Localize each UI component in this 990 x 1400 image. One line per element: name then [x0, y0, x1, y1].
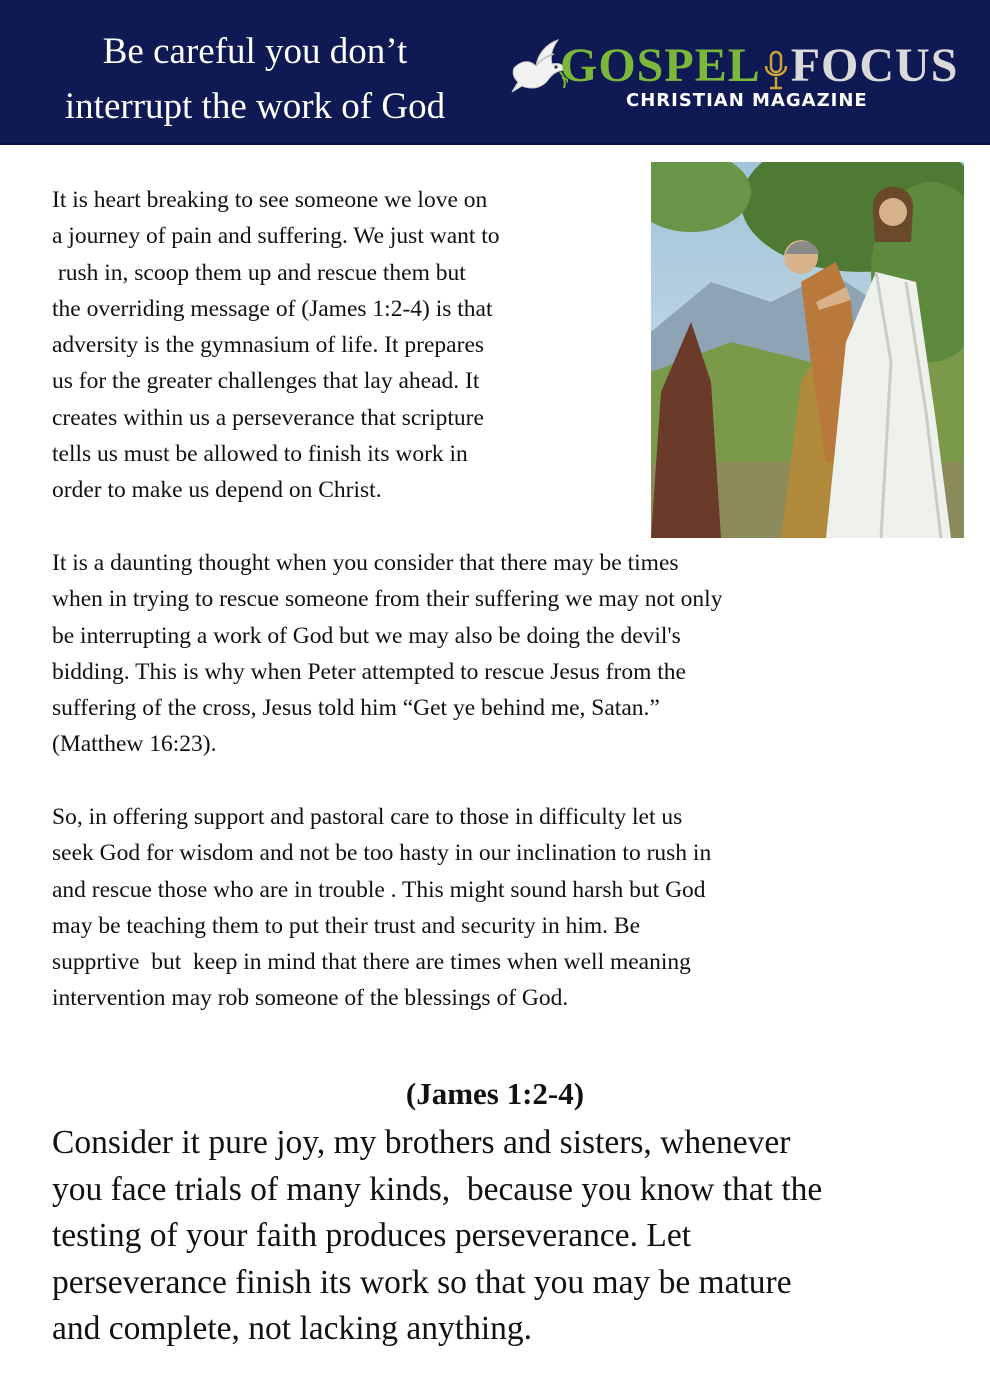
- logo-word-gospel: GOSPEL: [560, 39, 761, 92]
- article-paragraph-3: [52, 799, 952, 1017]
- dove-icon: [508, 30, 568, 100]
- paragraph-line: tells us must be allowed to finish its work in: [52, 441, 468, 468]
- title-line-2: interrupt the work of God: [64, 86, 446, 127]
- scripture-line: and complete, not lacking anything.: [52, 1310, 533, 1348]
- logo-subtitle: CHRISTIAN MAGAZINE: [626, 90, 868, 111]
- paragraph-line: us for the greater challenges that lay ahead. It: [52, 368, 480, 395]
- scripture-line: you face trials of many kinds, because you know that the: [52, 1170, 823, 1208]
- jesus-and-disciples-illustration: [651, 162, 964, 538]
- paragraph-line: So, in offering support and pastoral care to those in difficulty let us: [52, 804, 683, 830]
- paragraph-line: It is heart breaking to see someone we love on: [52, 187, 488, 213]
- scripture-line: perseverance finish its work so that you may be mature: [52, 1263, 792, 1301]
- paragraph-line: be interrupting a work of God but we may also be doing the devil's: [52, 622, 681, 649]
- article-paragraph-1: [52, 182, 647, 509]
- paragraph-line: It is a daunting thought when you consider that there may be times: [52, 550, 679, 576]
- paragraph-line: a journey of pain and suffering. We just want to: [52, 223, 500, 250]
- logo-wordmark: [560, 36, 958, 96]
- paragraph-line: order to make us depend on Christ.: [52, 477, 382, 504]
- scripture-line: testing of your faith produces perseverance. Let: [52, 1217, 692, 1255]
- paragraph-line: seek God for wisdom and not be too hasty in our inclination to rush in: [52, 840, 712, 867]
- paragraph-line: when in trying to rescue someone from their suffering we may not only: [52, 586, 723, 613]
- paragraph-line: intervention may rob someone of the blessings of God.: [52, 985, 569, 1012]
- paragraph-line: suffering of the cross, Jesus told him “Get ye behind me, Satan.”: [52, 695, 660, 722]
- page-title: [0, 24, 510, 134]
- article-paragraph-2: [52, 545, 952, 763]
- title-line-1: Be careful you don’t: [102, 31, 408, 72]
- scripture-reference: (James 1:2-4): [405, 1076, 585, 1111]
- scripture-quote: [52, 1120, 962, 1353]
- paragraph-line: may be teaching them to put their trust and security in him. Be: [52, 912, 641, 939]
- paragraph-line: rush in, scoop them up and rescue them but: [52, 259, 466, 286]
- gospel-focus-logo: [508, 30, 978, 120]
- paragraph-line: adversity is the gymnasium of life. It prepares: [52, 332, 485, 359]
- paragraph-line: (Matthew 16:23).: [52, 731, 217, 758]
- paragraph-line: supprtive but keep in mind that there are times when well meaning: [52, 949, 691, 976]
- scripture-line: Consider it pure joy, my brothers and sisters, whenever: [52, 1124, 791, 1161]
- paragraph-line: and rescue those who are in trouble . This might sound harsh but God: [52, 876, 706, 903]
- paragraph-line: creates within us a perseverance that scripture: [52, 404, 484, 431]
- paragraph-line: the overriding message of (James 1:2-4) is that: [52, 295, 493, 322]
- microphone-icon: [763, 48, 789, 92]
- page-header: [0, 0, 990, 145]
- paragraph-line: bidding. This is why when Peter attempted to rescue Jesus from the: [52, 658, 686, 685]
- logo-word-focus: FOCUS: [790, 39, 959, 92]
